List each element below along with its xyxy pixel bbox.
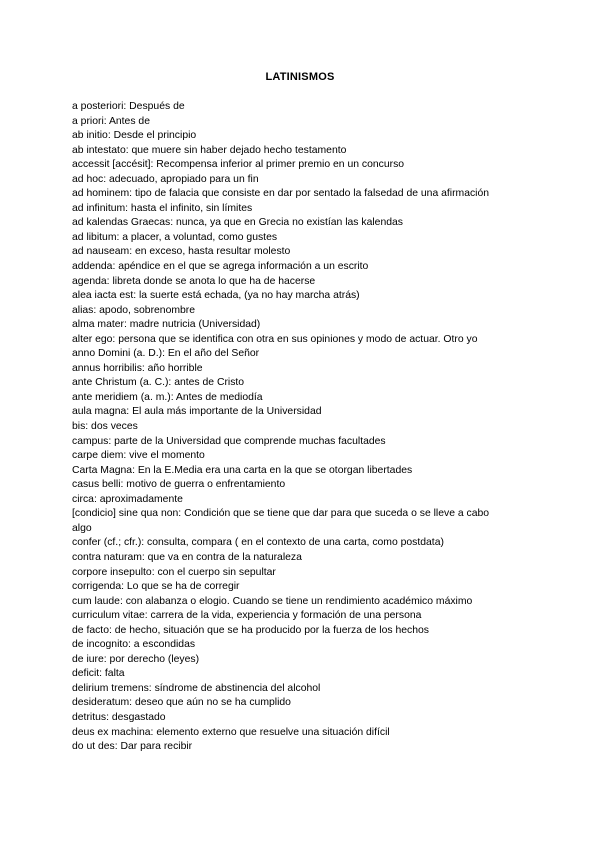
glossary-entry: circa: aproximadamente bbox=[72, 493, 183, 505]
glossary-entry: ad kalendas Graecas: nunca, ya que en Grecia no existían las kalendas bbox=[72, 217, 403, 229]
glossary-entry: a posteriori: Después de bbox=[72, 101, 185, 112]
glossary-entry: corrigenda: Lo que se ha de corregir bbox=[72, 581, 240, 593]
glossary-entry: casus belli: motivo de guerra o enfrentamiento bbox=[72, 479, 286, 491]
glossary-list bbox=[72, 100, 542, 755]
glossary-entry: curriculum vitae: carrera de la vida, experiencia y formación de una persona bbox=[72, 610, 422, 622]
glossary-entry: algo bbox=[72, 522, 92, 534]
glossary-entry: addenda: apéndice en el que se agrega información a un escrito bbox=[72, 261, 369, 273]
glossary-entry: carpe diem: vive el momento bbox=[72, 450, 205, 462]
glossary-entry: [condicio] sine qua non: Condición que se tiene que dar para que suceda o se lleve a cabo bbox=[72, 508, 490, 520]
glossary-entry: accessit [accésit]: Recompensa inferior al primer premio en un concurso bbox=[72, 159, 405, 171]
glossary-entry: ad nauseam: en exceso, hasta resultar molesto bbox=[72, 246, 291, 258]
glossary-entry: anno Domini (a. D.): En el año del Señor bbox=[72, 348, 260, 360]
glossary-entry: alias: apodo, sobrenombre bbox=[72, 304, 196, 316]
glossary-entry: desideratum: deseo que aún no se ha cumplido bbox=[72, 697, 291, 709]
glossary-entry: ab intestato: que muere sin haber dejado hecho testamento bbox=[72, 144, 347, 156]
glossary-entry: de incognito: a escondidas bbox=[72, 639, 196, 651]
glossary-entry: agenda: libreta donde se anota lo que ha de hacerse bbox=[72, 275, 316, 287]
glossary-entry: Carta Magna: En la E.Media era una carta en la que se otorgan libertades bbox=[72, 464, 413, 476]
glossary-entry: ante Christum (a. C.): antes de Cristo bbox=[72, 377, 245, 389]
glossary-entry: de iure: por derecho (leyes) bbox=[72, 653, 200, 665]
glossary-entry: confer (cf.; cfr.): consulta, compara ( en el contexto de una carta, como postdata) bbox=[72, 537, 444, 549]
glossary-entry: contra naturam: que va en contra de la naturaleza bbox=[72, 551, 302, 563]
glossary-entry: aula magna: El aula más importante de la Universidad bbox=[72, 406, 322, 418]
glossary-entry: campus: parte de la Universidad que comprende muchas facultades bbox=[72, 435, 386, 447]
glossary-entry: delirium tremens: síndrome de abstinencia del alcohol bbox=[72, 682, 321, 694]
glossary-entry: alma mater: madre nutricia (Universidad) bbox=[72, 319, 261, 331]
glossary-entry: ab initio: Desde el principio bbox=[72, 130, 197, 142]
glossary-entry: corpore insepulto: con el cuerpo sin sepultar bbox=[72, 566, 276, 578]
glossary-entry: do ut des: Dar para recibir bbox=[72, 741, 193, 753]
glossary-entry: deficit: falta bbox=[72, 668, 125, 680]
glossary-entry: ad hoc: adecuado, apropiado para un fin bbox=[72, 173, 259, 185]
glossary-entry: detritus: desgastado bbox=[72, 711, 166, 723]
glossary-entry: cum laude: con alabanza o elogio. Cuando se tiene un rendimiento académico máximo bbox=[72, 595, 473, 607]
glossary-entry: ad hominem: tipo de falacia que consiste en dar por sentado la falsedad de una afirmación bbox=[72, 188, 490, 200]
glossary-entry: deus ex machina: elemento externo que resuelve una situación difícil bbox=[72, 726, 390, 738]
glossary-entry: bis: dos veces bbox=[72, 421, 138, 433]
glossary-entry: alter ego: persona que se identifica con otra en sus opiniones y modo de actuar. Otro yo bbox=[72, 333, 478, 345]
glossary-entry: alea iacta est: la suerte está echada, (ya no hay marcha atrás) bbox=[72, 290, 360, 302]
glossary-entry: a priori: Antes de bbox=[72, 115, 150, 127]
page-title: LATINISMOS bbox=[265, 71, 335, 83]
glossary-entry: ante meridiem (a. m.): Antes de mediodía bbox=[72, 391, 263, 403]
glossary-entry: ad infinitum: hasta el infinito, sin límites bbox=[72, 202, 253, 214]
glossary-entry: annus horribilis: año horrible bbox=[72, 362, 203, 374]
glossary-entry: ad libitum: a placer, a voluntad, como gustes bbox=[72, 231, 278, 243]
glossary-entry: de facto: de hecho, situación que se ha producido por la fuerza de los hechos bbox=[72, 624, 429, 636]
